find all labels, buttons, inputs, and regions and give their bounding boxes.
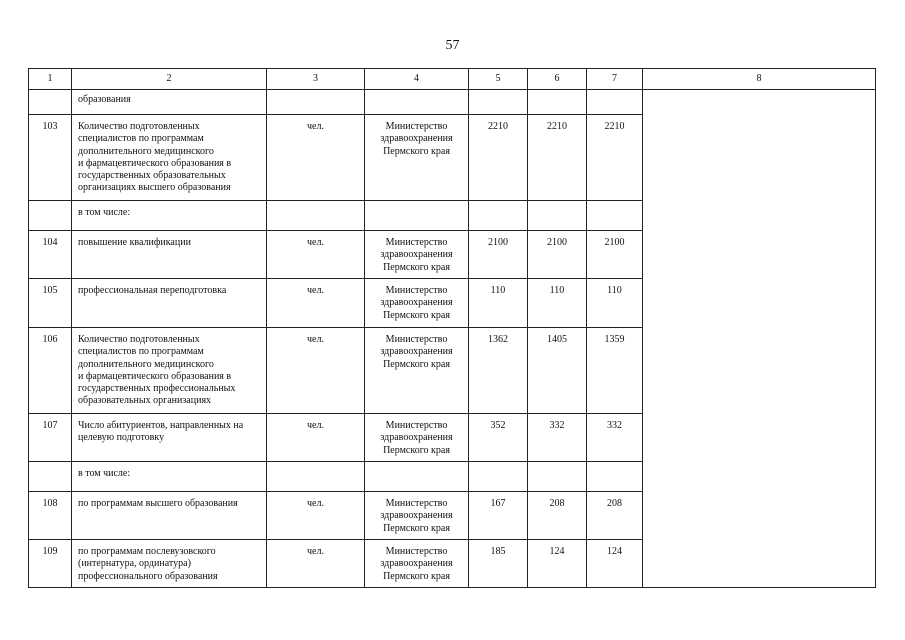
responsible-org: Министерство здравоохранения Пермского края <box>365 414 469 462</box>
indicator-name: Количество подготовленных специалистов по программам дополнительного медицинского и фармацевтического образования в государственных профессиональных образовательных организациях <box>72 328 267 414</box>
value-col-6: 332 <box>528 414 587 462</box>
column-8-cell <box>643 90 876 588</box>
responsible-org: Министерство здравоохранения Пермского края <box>365 115 469 201</box>
indicator-name: по программам высшего образования <box>72 492 267 540</box>
responsible-org: Министерство здравоохранения Пермского края <box>365 540 469 588</box>
subheading-text: в том числе: <box>72 462 267 492</box>
header-col-1: 1 <box>29 69 72 90</box>
row-number: 105 <box>29 279 72 328</box>
indicator-name: Число абитуриентов, направленных на целевую подготовку <box>72 414 267 462</box>
header-col-6: 6 <box>528 69 587 90</box>
indicator-name: Количество подготовленных специалистов по программам дополнительного медицинского и фармацевтического образования в государственных образовательных организациях высшего образования <box>72 115 267 201</box>
indicators-table <box>28 68 876 588</box>
subheading-text: в том числе: <box>72 201 267 231</box>
header-col-5: 5 <box>469 69 528 90</box>
value-col-5: 110 <box>469 279 528 328</box>
value-col-7: 124 <box>587 540 643 588</box>
continuation-row <box>29 90 876 115</box>
header-col-7: 7 <box>587 69 643 90</box>
value-col-5: 352 <box>469 414 528 462</box>
indicator-name: повышение квалификации <box>72 231 267 279</box>
value-col-6: 2100 <box>528 231 587 279</box>
value-col-7: 2210 <box>587 115 643 201</box>
indicator-name: по программам послевузовского (интернатура, ординатура) профессионального образования <box>72 540 267 588</box>
row-number: 104 <box>29 231 72 279</box>
value-col-6: 2210 <box>528 115 587 201</box>
unit: чел. <box>267 231 365 279</box>
responsible-org: Министерство здравоохранения Пермского края <box>365 492 469 540</box>
header-col-8: 8 <box>643 69 876 90</box>
row-number: 108 <box>29 492 72 540</box>
row-number: 107 <box>29 414 72 462</box>
header-row <box>29 69 876 90</box>
value-col-5: 2210 <box>469 115 528 201</box>
value-col-7: 2100 <box>587 231 643 279</box>
value-col-7: 208 <box>587 492 643 540</box>
indicator-name: профессиональная переподготовка <box>72 279 267 328</box>
header-col-3: 3 <box>267 69 365 90</box>
value-col-7: 1359 <box>587 328 643 414</box>
header-col-2: 2 <box>72 69 267 90</box>
row-number: 106 <box>29 328 72 414</box>
value-col-6: 1405 <box>528 328 587 414</box>
responsible-org: Министерство здравоохранения Пермского края <box>365 328 469 414</box>
row-number: 109 <box>29 540 72 588</box>
row-number: 103 <box>29 115 72 201</box>
value-col-6: 110 <box>528 279 587 328</box>
value-col-6: 208 <box>528 492 587 540</box>
value-col-7: 332 <box>587 414 643 462</box>
value-col-5: 185 <box>469 540 528 588</box>
unit: чел. <box>267 414 365 462</box>
value-col-6: 124 <box>528 540 587 588</box>
header-col-4: 4 <box>365 69 469 90</box>
unit: чел. <box>267 279 365 328</box>
responsible-org: Министерство здравоохранения Пермского края <box>365 279 469 328</box>
value-col-5: 167 <box>469 492 528 540</box>
responsible-org: Министерство здравоохранения Пермского края <box>365 231 469 279</box>
value-col-7: 110 <box>587 279 643 328</box>
unit: чел. <box>267 328 365 414</box>
unit: чел. <box>267 115 365 201</box>
unit: чел. <box>267 492 365 540</box>
continuation-text: образования <box>72 90 267 115</box>
unit: чел. <box>267 540 365 588</box>
page-number: 57 <box>445 38 460 53</box>
value-col-5: 1362 <box>469 328 528 414</box>
value-col-5: 2100 <box>469 231 528 279</box>
